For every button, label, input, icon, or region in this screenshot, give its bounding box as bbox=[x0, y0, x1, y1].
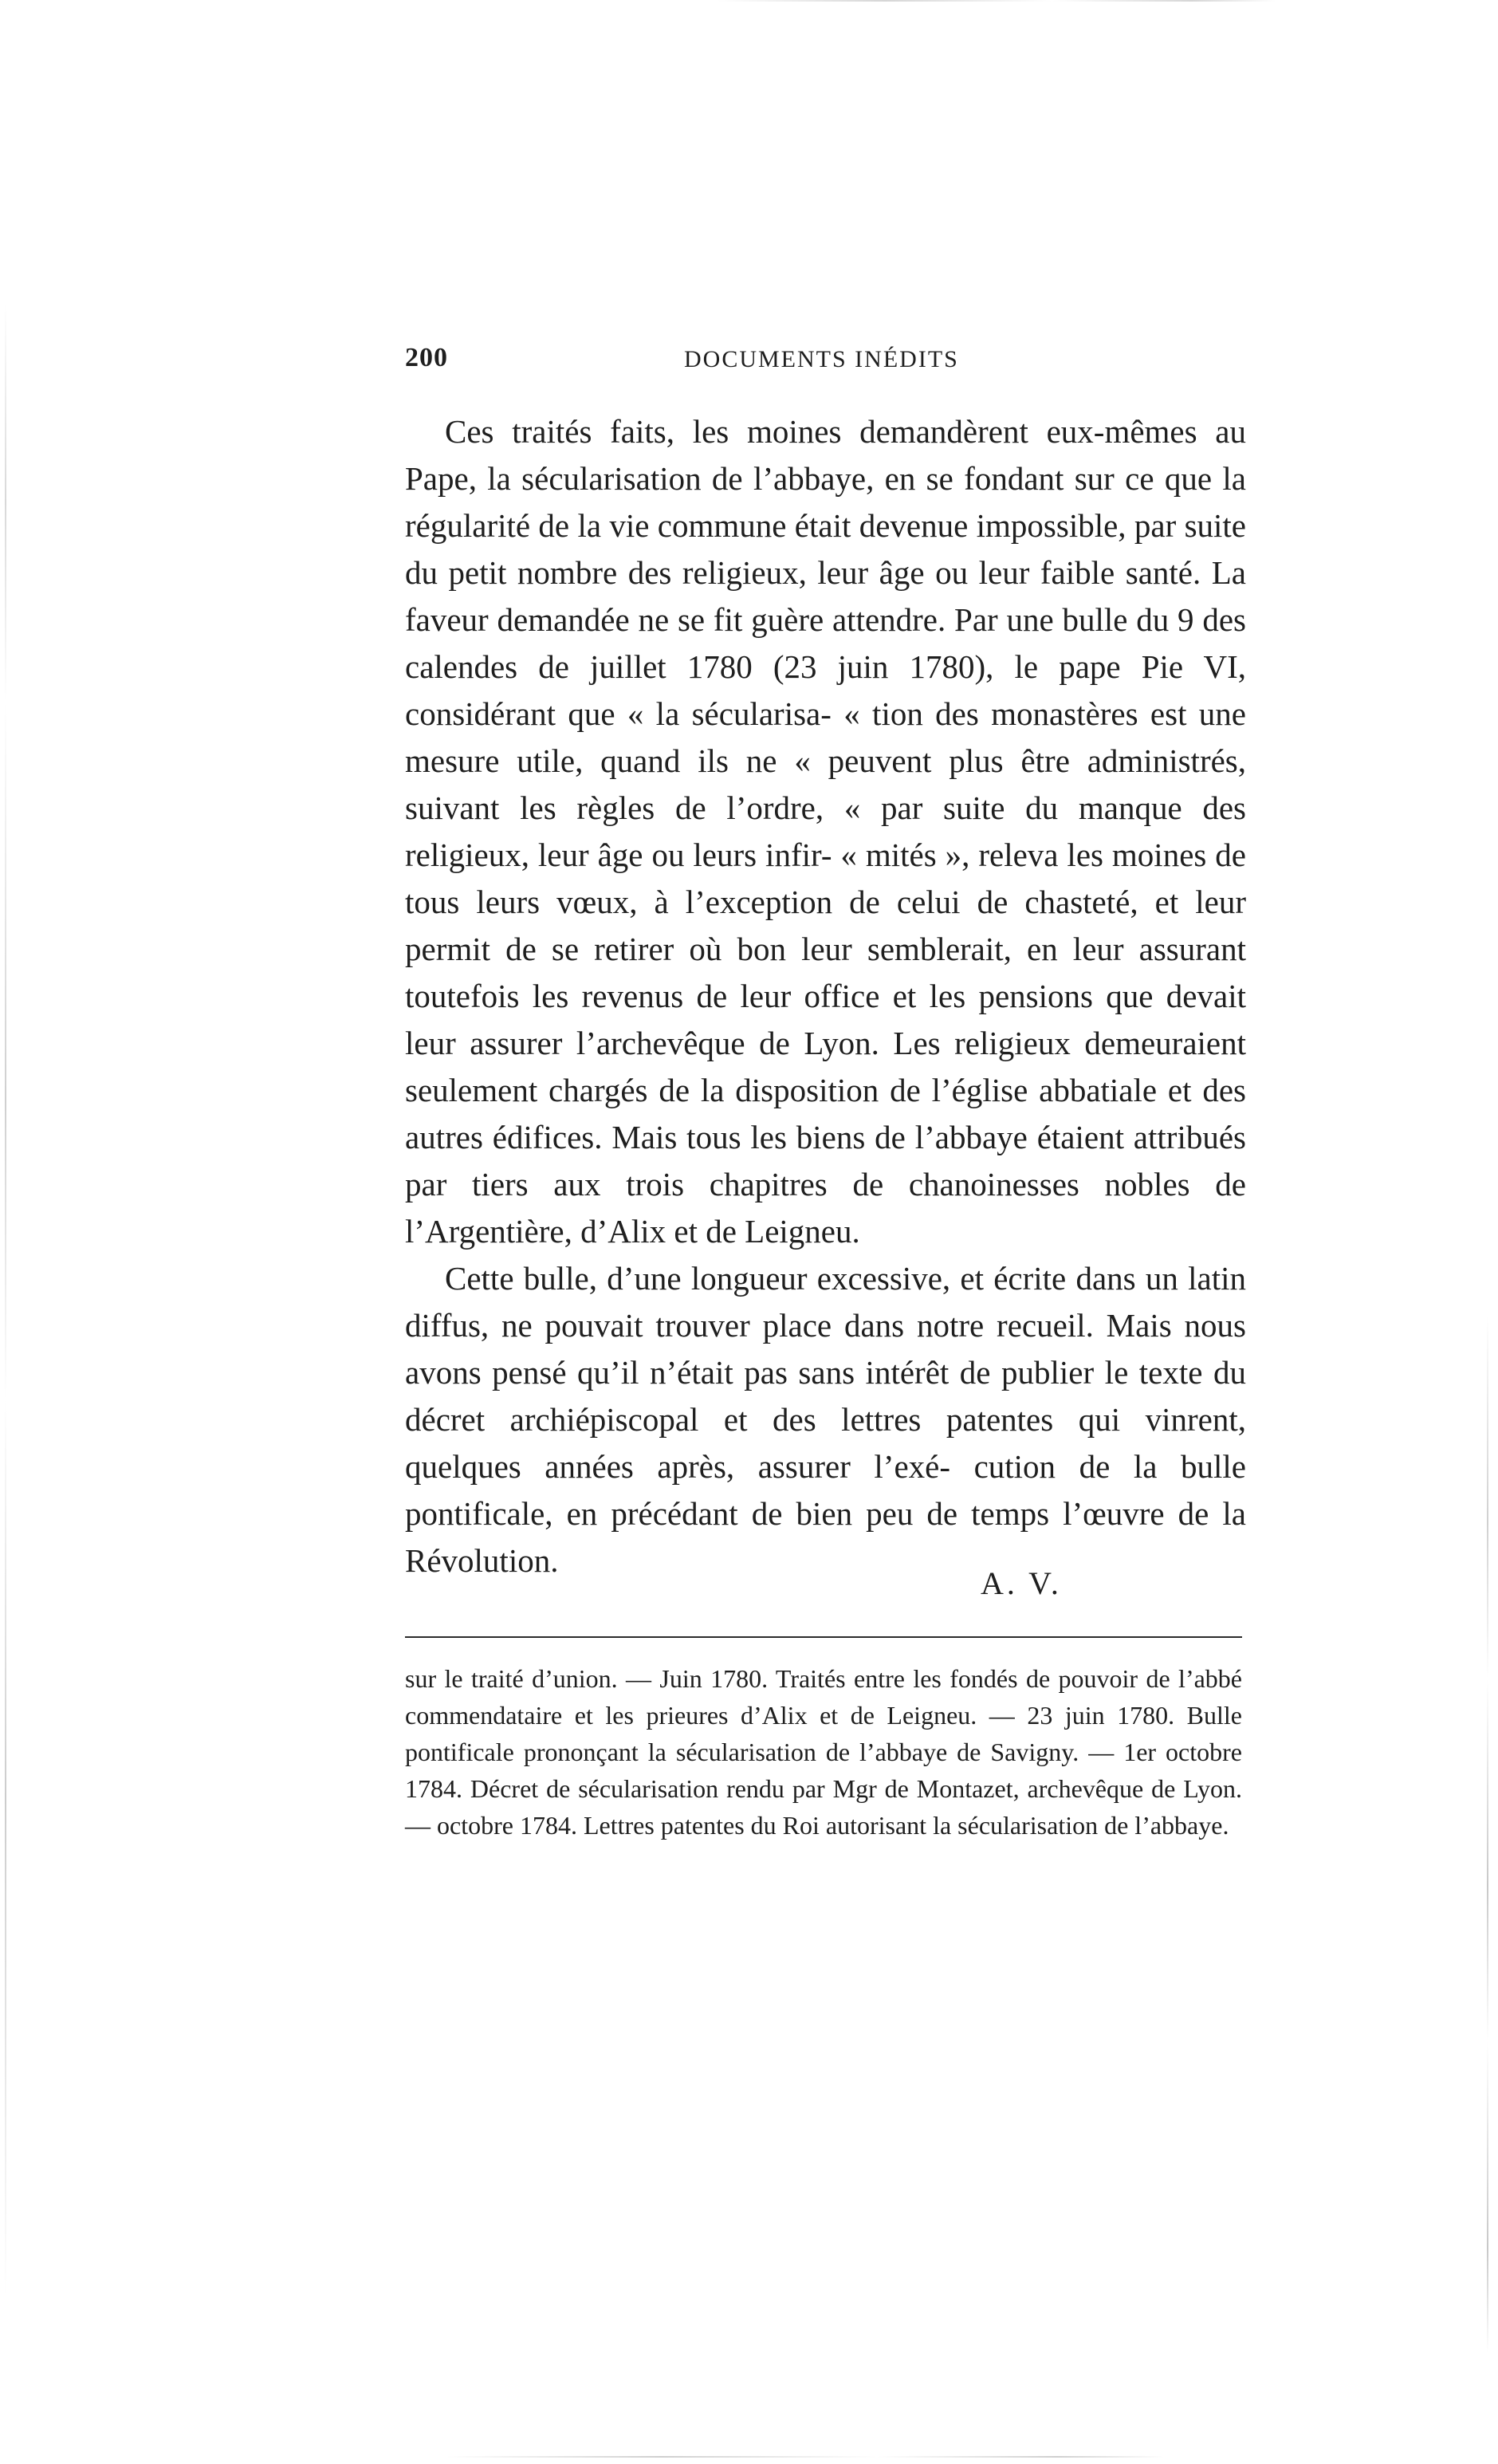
paragraph-1: Ces traités faits, les moines demandèrent eux-mêmes au Pape, la sécularisation de l’abbaye, en se fondant sur ce que la régularité de la vie commune était devenue impossible, par suite du petit nombre des religieux, leur âge ou leur faible santé. La faveur demandée ne se fit guère attendre. Par une bulle du 9 des calendes de juillet 1780 (23 juin 1780), le pape Pie VI, considérant que « la sécularisa- « tion des monastères est une mesure utile, quand ils ne « peuvent plus être administrés, suivant les règles de l’ordre, « par suite du manque des religieux, leur âge ou leurs infir- « mités », releva les moines de tous leurs vœux, à l’exception de celui de chasteté, et leur permit de se retirer où bon leur semblerait, en leur assurant toutefois les revenus de leur office et les pensions que devait leur assurer l’archevêque de Lyon. Les religieux demeuraient seulement chargés de la disposition de l’église abbatiale et des autres édifices. Mais tous les biens de l’abbaye étaient attribués par tiers aux trois chapitres de chanoinesses nobles de l’Argentière, d’Alix et de Leigneu. bbox=[405, 413, 1246, 1250]
scan-edge-top bbox=[718, 0, 1276, 2]
main-text bbox=[405, 408, 1246, 1584]
footnote bbox=[405, 1660, 1242, 1844]
scan-edge-right bbox=[1487, 1316, 1488, 2352]
scan-edge-left bbox=[5, 303, 6, 2297]
footnote-text: sur le traité d’union. — Juin 1780. Traités entre les fondés de pouvoir de l’abbé commendataire et les prieures d’Alix et de Leigneu. — 23 juin 1780. Bulle pontificale prononçant la sécularisation de l’abbaye de Savigny. — 1er octobre 1784. Décret de sécularisation rendu par Mgr de Montazet, archevêque de Lyon. — octobre 1784. Lettres patentes du Roi autorisant la sécularisation de l’abbaye. bbox=[405, 1664, 1242, 1840]
scan-edge-bottom bbox=[446, 2456, 1164, 2458]
page-header bbox=[405, 343, 1234, 391]
running-head: DOCUMENTS INÉDITS bbox=[684, 346, 959, 372]
footnote-divider bbox=[405, 1636, 1242, 1638]
page-number: 200 bbox=[405, 343, 448, 372]
author-signature: A. V. bbox=[981, 1565, 1062, 1601]
paragraph-2: Cette bulle, d’une longueur excessive, et écrite dans un latin diffus, ne pouvait trouver place dans notre recueil. Mais nous avons pensé qu’il n’était pas sans intérêt de publier le texte du décret archiépiscopal et des lettres patentes qui vinrent, quelques années après, assurer l’exé- cution de la bulle pontificale, en précédant de bien peu de temps l’œuvre de la Révolution. bbox=[405, 1260, 1246, 1579]
